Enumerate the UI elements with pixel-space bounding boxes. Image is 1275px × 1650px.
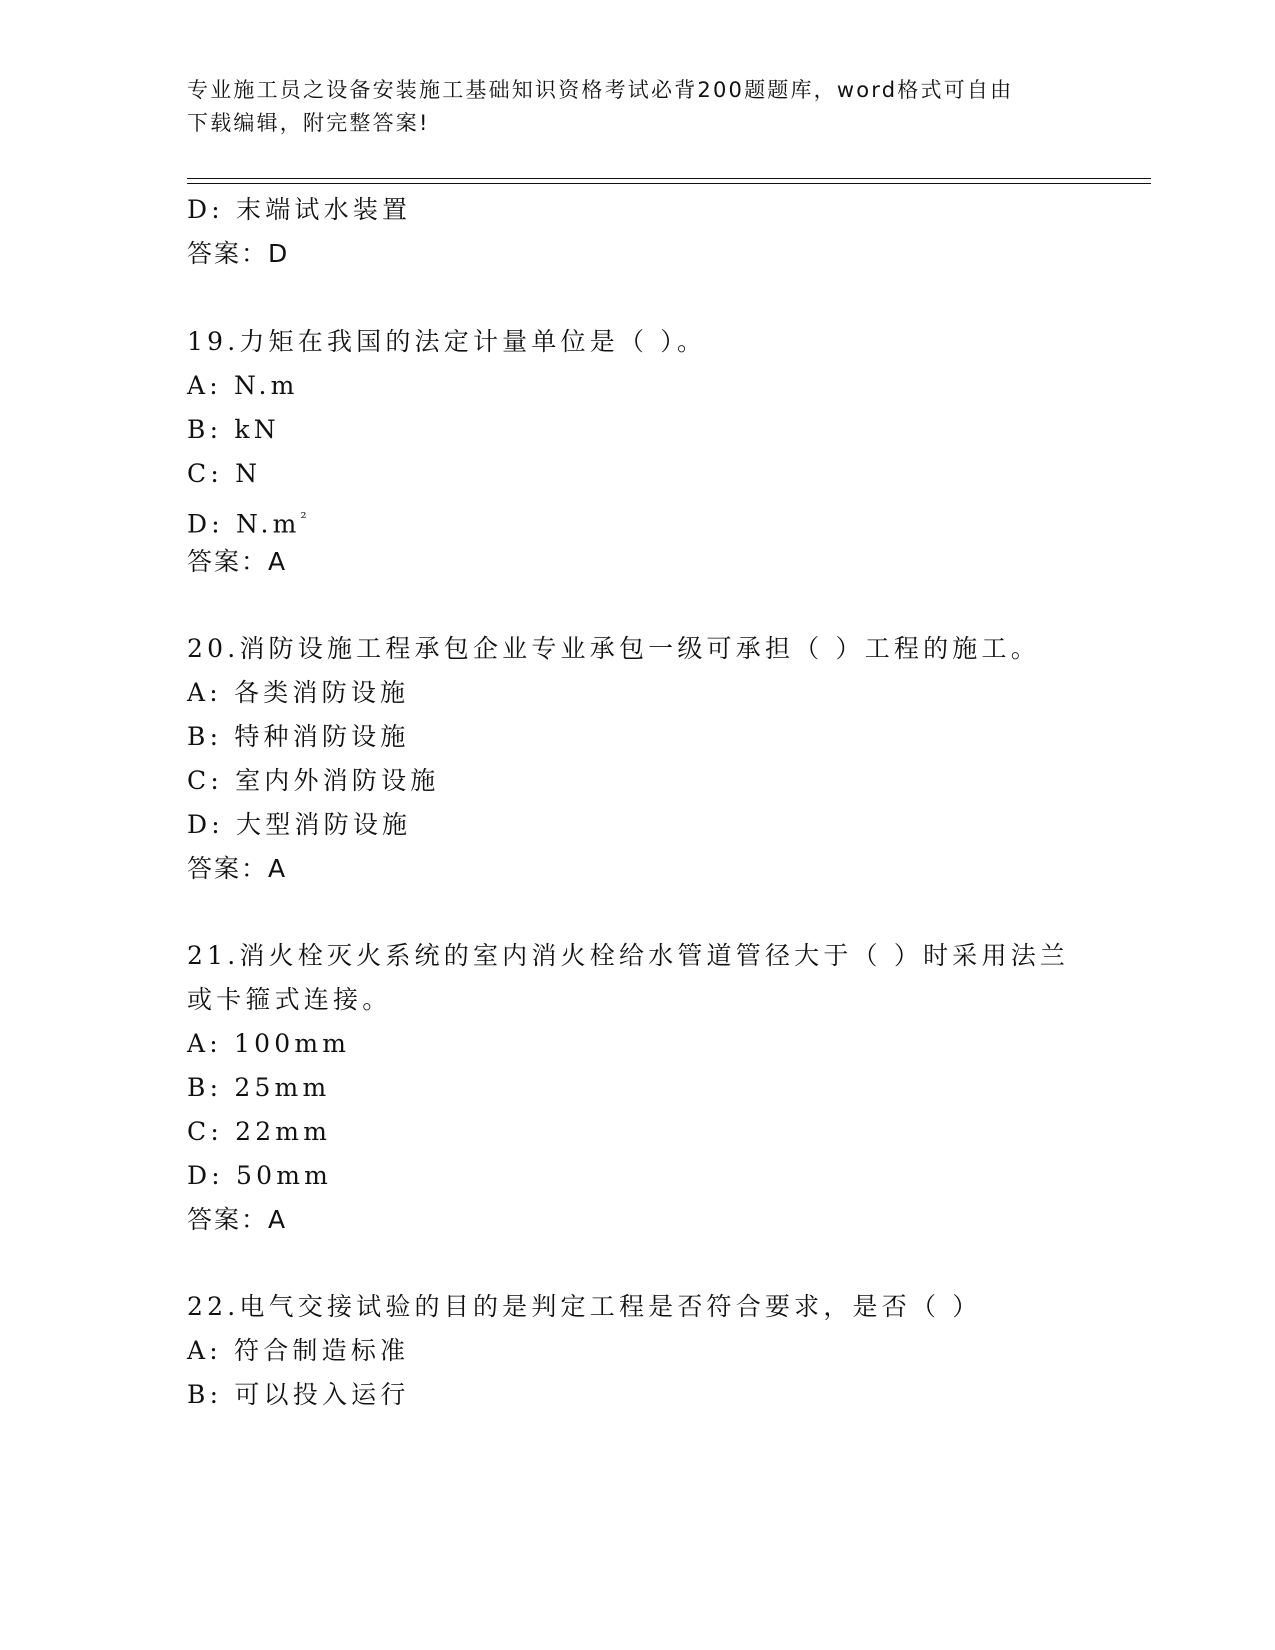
q19-answer: 答案：A: [187, 547, 288, 576]
q19-option-b: B: kN: [187, 415, 280, 444]
q20-answer: 答案：A: [187, 854, 288, 883]
q22-option-a: A: 符合制造标准: [187, 1336, 410, 1365]
q22-option-b: B: 可以投入运行: [187, 1380, 410, 1409]
q21-option-c: C: 22mm: [187, 1117, 332, 1146]
q21-question-line-1: 21.消火栓灭火系统的室内消火栓给水管道管径大于（ ）时采用法兰: [187, 941, 1070, 970]
q19-option-a: A: N.m: [187, 371, 299, 400]
q20-option-a: A: 各类消防设施: [187, 678, 410, 707]
q20-option-d: D: 大型消防设施: [187, 810, 412, 839]
header-line-1: 专业施工员之设备安装施工基础知识资格考试必背200题题库，word格式可自由: [187, 78, 1014, 102]
q20-question: 20.消防设施工程承包企业专业承包一级可承担（ ）工程的施工。: [187, 634, 1040, 663]
q20-option-b: B: 特种消防设施: [187, 722, 410, 751]
q21-option-a: A: 100mm: [187, 1029, 351, 1058]
q21-option-d: D: 50mm: [187, 1161, 333, 1190]
q18-answer: 答案：D: [187, 239, 290, 268]
q21-option-b: B: 25mm: [187, 1073, 331, 1102]
q19-option-d: [187, 502, 307, 540]
q19-question: 19.力矩在我国的法定计量单位是（ ）。: [187, 327, 707, 356]
q20-option-c: C: 室内外消防设施: [187, 766, 440, 795]
q19-option-d-text: D: N.m: [187, 509, 301, 539]
header-line-2: 下载编辑，附完整答案!: [187, 111, 430, 135]
document-header: [187, 74, 1087, 140]
q22-question: 22.电气交接试验的目的是判定工程是否符合要求，是否（ ）: [187, 1292, 982, 1321]
header-divider-top: [187, 178, 1151, 179]
q21-answer: 答案：A: [187, 1205, 288, 1234]
header-divider-bottom: [187, 183, 1151, 184]
q19-option-c: C: N: [187, 459, 262, 488]
q21-question-line-2: 或卡箍式连接。: [187, 985, 392, 1014]
q19-option-d-superscript: ²: [300, 509, 307, 527]
q18-option-d: D: 末端试水装置: [187, 195, 412, 224]
